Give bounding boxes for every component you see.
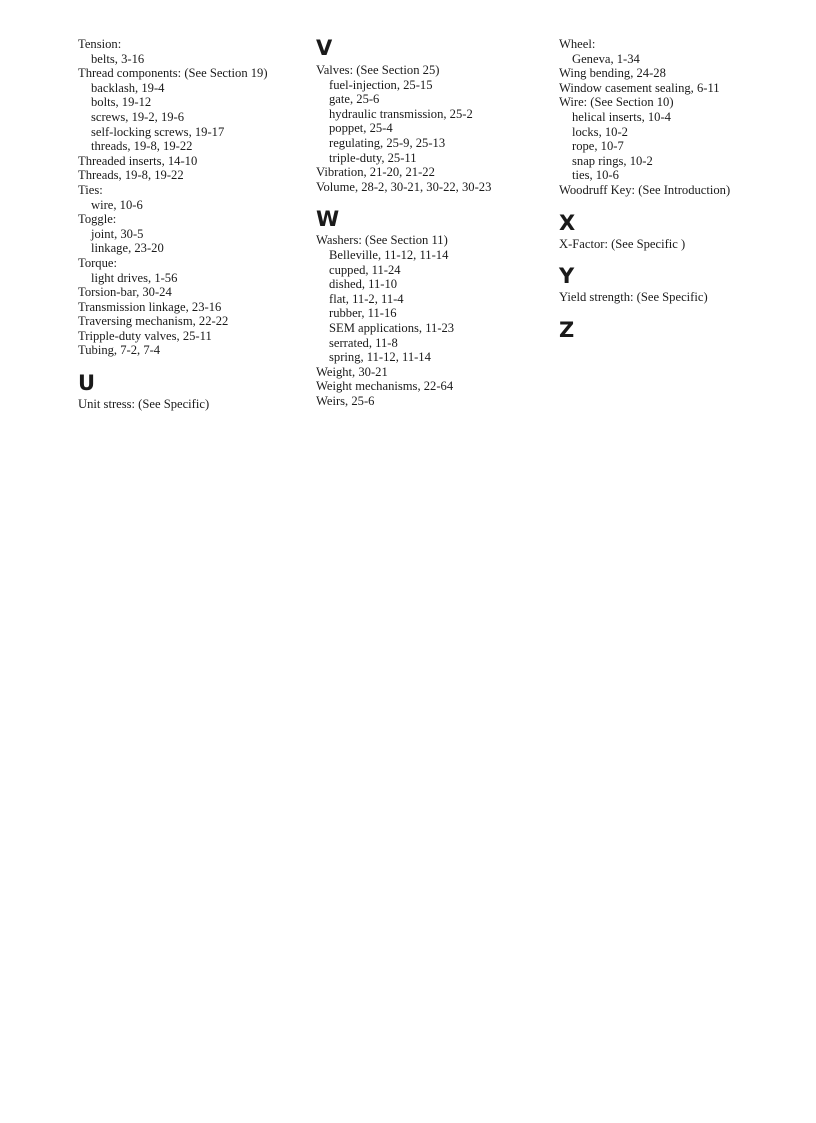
index-subentry: Belleville, 11-12, 11-14 xyxy=(329,247,449,262)
index-column-3 xyxy=(559,37,730,344)
index-entry: Valves: (See Section 25) xyxy=(316,63,440,77)
index-subentry: cupped, 11-24 xyxy=(329,262,401,277)
index-subentry: poppet, 25-4 xyxy=(329,121,393,136)
index-entry: Yield strength: (See Specific) xyxy=(559,290,708,305)
index-entry: Weight mechanisms, 22-64 xyxy=(316,379,454,394)
index-subentry: regulating, 25-9, 25-13 xyxy=(329,135,446,150)
index-subentry: ties, 10-6 xyxy=(572,168,619,183)
index-entry: Washers: (See Section 11) xyxy=(316,233,448,248)
index-entry: Threaded inserts, 14-10 xyxy=(78,153,198,168)
index-entry: Vibration, 21-20, 21-22 xyxy=(316,165,435,180)
index-column-2 xyxy=(316,37,491,408)
index-entry: Unit stress: (See Specific) xyxy=(78,397,210,412)
section-letter-heading: V xyxy=(316,36,333,60)
index-subentry: helical inserts, 10-4 xyxy=(572,109,671,124)
index-entry: Wing bending, 24-28 xyxy=(559,66,666,81)
index-subentry: spring, 11-12, 11-14 xyxy=(329,350,431,365)
index-subentry: fuel-injection, 25-15 xyxy=(329,77,433,92)
index-column-1 xyxy=(78,37,268,412)
index-subentry: bolts, 19-12 xyxy=(91,95,152,110)
index-entry: X-Factor: (See Specific ) xyxy=(559,236,686,251)
index-entry: Ties: xyxy=(78,182,103,197)
index-entry: Toggle: xyxy=(78,212,117,227)
index-entry: Threads, 19-8, 19-22 xyxy=(78,168,184,183)
index-entry: Torque: xyxy=(78,255,117,270)
index-entry: Transmission linkage, 23-16 xyxy=(78,299,222,314)
index-subentry: dished, 11-10 xyxy=(329,277,398,292)
index-subentry: self-locking screws, 19-17 xyxy=(91,124,225,139)
index-entry: Thread components: (See Section 19) xyxy=(78,66,268,81)
index-entry: Tubing, 7-2, 7-4 xyxy=(78,343,161,358)
index-subentry: Geneva, 1-34 xyxy=(572,51,640,66)
index-entry: Window casement sealing, 6-11 xyxy=(559,80,720,95)
section-letter-heading: W xyxy=(316,207,340,232)
index-subentry: joint, 30-5 xyxy=(91,226,144,241)
index-subentry: snap rings, 10-2 xyxy=(572,153,653,168)
index-subentry: screws, 19-2, 19-6 xyxy=(91,109,185,124)
index-entry: Wire: (See Section 10) xyxy=(559,95,674,110)
section-letter-heading: X xyxy=(559,210,576,235)
index-subentry: locks, 10-2 xyxy=(572,124,628,139)
index-subentry: belts, 3-16 xyxy=(91,51,145,66)
section-letter-heading: Z xyxy=(559,317,575,342)
index-subentry: backlash, 19-4 xyxy=(91,80,165,95)
index-entry: Tension: xyxy=(78,37,122,51)
index-subentry: rubber, 11-16 xyxy=(329,306,397,321)
index-subentry: rope, 10-7 xyxy=(572,139,624,154)
index-entry: Torsion-bar, 30-24 xyxy=(78,285,172,300)
index-subentry: serrated, 11-8 xyxy=(329,335,398,350)
index-entry: Woodruff Key: (See Introduction) xyxy=(559,182,731,197)
index-subentry: linkage, 23-20 xyxy=(91,241,164,256)
index-entry: Weirs, 25-6 xyxy=(316,393,375,408)
index-entry: Tripple-duty valves, 25-11 xyxy=(78,328,212,343)
index-entry: Wheel: xyxy=(559,37,596,51)
index-subentry: SEM applications, 11-23 xyxy=(329,320,455,335)
index-entry: Weight, 30-21 xyxy=(316,364,388,379)
index-subentry: flat, 11-2, 11-4 xyxy=(329,291,404,306)
index-subentry: triple-duty, 25-11 xyxy=(329,150,417,165)
index-subentry: threads, 19-8, 19-22 xyxy=(91,139,193,154)
index-subentry: gate, 25-6 xyxy=(329,92,380,107)
index-entry: Volume, 28-2, 30-21, 30-22, 30-23 xyxy=(316,179,492,194)
section-letter-heading: U xyxy=(78,371,96,396)
section-letter-heading: Y xyxy=(559,264,575,289)
index-entry: Traversing mechanism, 22-22 xyxy=(78,314,229,329)
index-subentry: light drives, 1-56 xyxy=(91,270,178,285)
index-subentry: hydraulic transmission, 25-2 xyxy=(329,106,473,121)
index-subentry: wire, 10-6 xyxy=(91,197,143,212)
